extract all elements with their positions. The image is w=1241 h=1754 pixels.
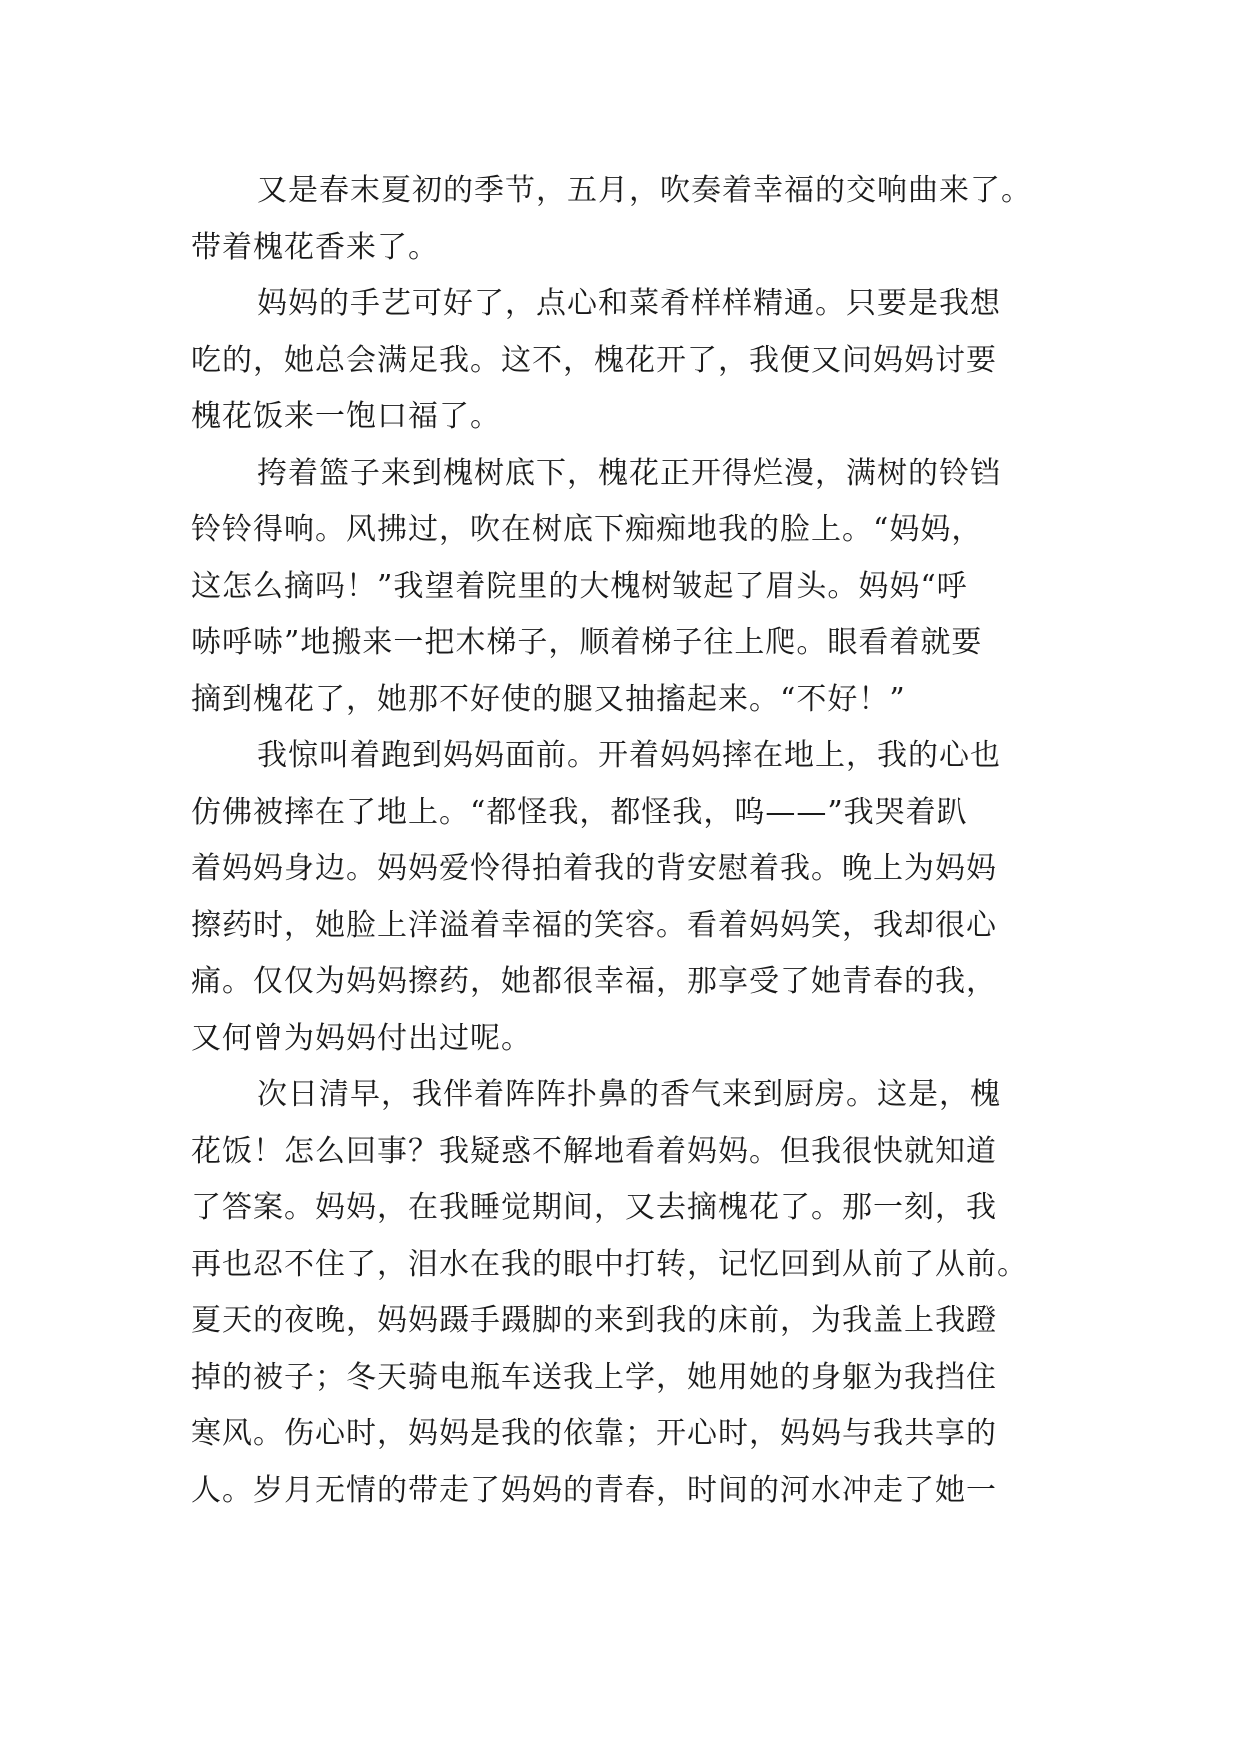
paragraph-2 — [191, 276, 1061, 446]
paragraph-line: 次日清早，我伴着阵阵扑鼻的香气来到厨房。这是，槐 — [257, 1077, 1001, 1112]
paragraph-line: 夏天的夜晚，妈妈蹑手蹑脚的来到我的床前，为我盖上我蹬 — [191, 1303, 997, 1338]
paragraph-line: 带着槐花香来了。 — [191, 229, 439, 265]
paragraph-line: 我惊叫着跑到妈妈面前。开着妈妈摔在地上，我的心也 — [257, 738, 1001, 773]
paragraph-line: 铃铃得响。风拂过，吹在树底下痴痴地我的脸上。“妈妈， — [191, 512, 983, 547]
paragraph-line: 痛。仅仅为妈妈擦药，她都很幸福，那享受了她青春的我， — [191, 964, 997, 999]
paragraph-line: 哧呼哧”地搬来一把木梯子，顺着梯子往上爬。眼看着就要 — [191, 625, 983, 660]
paragraph-line: 掉的被子；冬天骑电瓶车送我上学，她用她的身躯为我挡住 — [191, 1359, 997, 1395]
paragraph-line: 这怎么摘吗！”我望着院里的大槐树皱起了眉头。妈妈“呼 — [191, 568, 968, 604]
paragraph-line: 擦药时，她脸上洋溢着幸福的笑容。看着妈妈笑，我却很心 — [191, 907, 997, 943]
paragraph-line: 吃的，她总会满足我。这不，槐花开了，我便又问妈妈讨要 — [191, 342, 997, 378]
paragraph-line: 再也忍不住了，泪水在我的眼中打转，记忆回到从前了从前。 — [191, 1246, 1028, 1282]
paragraph-3 — [191, 446, 1061, 729]
paragraph-line: 挎着篮子来到槐树底下，槐花正开得烂漫，满树的铃铛 — [257, 455, 1001, 491]
paragraph-line: 又何曾为妈妈付出过呢。 — [191, 1020, 532, 1056]
paragraph-5 — [191, 1067, 1061, 1519]
paragraph-4 — [191, 728, 1061, 1067]
paragraph-line: 仿佛被摔在了地上。“都怪我，都怪我，呜——”我哭着趴 — [191, 794, 968, 830]
paragraph-line: 花饭！怎么回事？我疑惑不解地看着妈妈。但我很快就知道 — [191, 1133, 997, 1169]
paragraph-line: 人。岁月无情的带走了妈妈的青春，时间的河水冲走了她一 — [191, 1472, 997, 1508]
paragraph-line: 槐花饭来一饱口福了。 — [191, 399, 501, 434]
paragraph-line: 摘到槐花了，她那不好使的腿又抽搐起来。“不好！” — [191, 681, 906, 717]
paragraph-line: 了答案。妈妈，在我睡觉期间，又去摘槐花了。那一刻，我 — [191, 1190, 997, 1225]
paragraph-line: 又是春末夏初的季节，五月，吹奏着幸福的交响曲来了。 — [257, 173, 1032, 208]
essay-body — [191, 163, 1061, 1519]
paragraph-line: 着妈妈身边。妈妈爱怜得拍着我的背安慰着我。晚上为妈妈 — [191, 851, 997, 886]
paragraph-line: 寒风。伤心时，妈妈是我的依靠；开心时，妈妈与我共享的 — [191, 1416, 997, 1451]
paragraph-1 — [191, 163, 1061, 276]
paragraph-line: 妈妈的手艺可好了，点心和菜肴样样精通。只要是我想 — [257, 286, 1001, 321]
